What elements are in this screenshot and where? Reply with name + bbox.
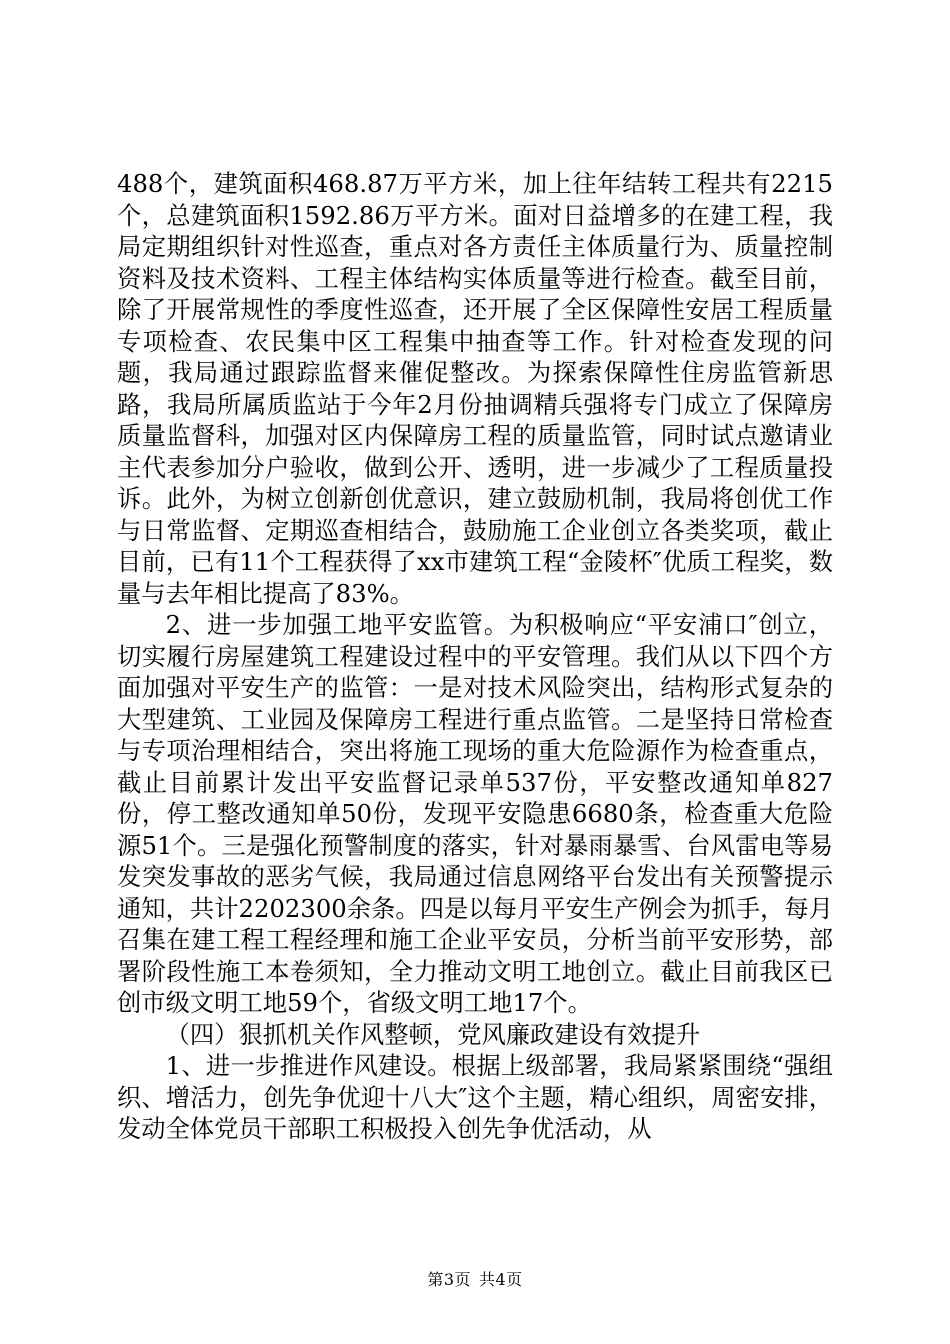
section-heading-four: （四）狠抓机关作风整顿，党风廉政建设有效提升 (165, 1019, 701, 1049)
paragraph-site-safety: 2、进一步加强工地平安监管。为积极响应“平安浦口″创立，切实履行房屋建筑工程建设过程中的平安管理。我们从以下四个方面加强对平安生产的监管：一是对技术风险突出，结构形式复杂的大型建筑、工业园及保障房工程进行重点监管。二是坚持日常检查与专项治理相结合，突出将施工现场的重大危险源作为检查重点，截止目前累计发出平安监督记录单537份，平安整改通知单827份，停工整改通知单50份，发现平安隐患6680条，检查重大危险源51个。三是强化预警制度的落实，针对暴雨暴雪、台风雷电等易发突发事故的恶劣气候，我局通过信息网络平台发出有关预警提示通知，共计2202300余条。四是以每月平安生产例会为抓手，每月召集在建工程工程经理和施工企业平安员，分析当前平安形势，部署阶段性施工本卷须知，全力推动文明工地创立。截止目前我区已创市级文明工地59个，省级文明工地17个。 (117, 610, 833, 1017)
page-footer (0, 1270, 950, 1290)
paragraph-quality-supervision: 488个，建筑面积468.87万平方米，加上往年结转工程共有2215个，总建筑面积1592.86万平方米。面对日益增多的在建工程，我局定期组织针对性巡查，重点对各方责任主体质量行为、质量控制资料及技术资料、工程主体结构实体质量等进行检查。截至目前，除了开展常规性的季度性巡查，还开展了全区保障性安居工程质量专项检查、农民集中区工程集中抽查等工作。针对检查发现的问题，我局通过跟踪监督来催促整改。为探索保障性住房监管新思路，我局所属质监站于今年2月份抽调精兵强将专门成立了保障房质量监督科，加强对区内保障房工程的质量监管，同时试点邀请业主代表参加分户验收，做到公开、透明，进一步减少了工程质量投诉。此外，为树立创新创优意识，建立鼓励机制，我局将创优工作与日常监督、定期巡查相结合，鼓励施工企业创立各类奖项，截止目前，已有11个工程获得了xx市建筑工程“金陵杯″优质工程奖，数量与去年相比提高了83%。 (117, 169, 833, 608)
page-number: 第3页 (427, 1270, 471, 1289)
document-body (117, 168, 833, 1145)
paragraph-work-style: 1、进一步推进作风建设。根据上级部署，我局紧紧围绕“强组织、增活力，创先争优迎十八大″这个主题，精心组织，周密安排，发动全体党员干部职工积极投入创先争优活动，从 (117, 1051, 833, 1143)
total-pages: 共4页 (479, 1270, 523, 1289)
